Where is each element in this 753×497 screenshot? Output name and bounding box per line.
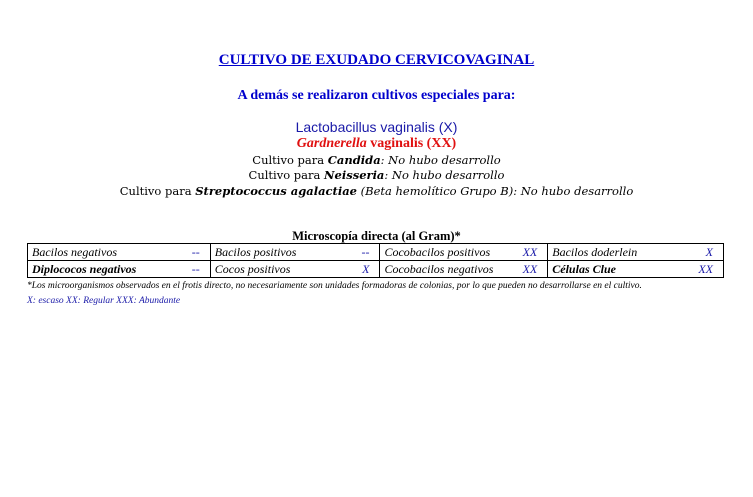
culture-prefix: Cultivo para xyxy=(252,153,328,167)
grade-legend: X: escaso XX: Regular XXX: Abundante xyxy=(27,296,181,306)
culture-organism: Neisseria xyxy=(324,168,385,182)
lactobacillus-result: Lactobacillus vaginalis (X) xyxy=(295,119,458,135)
gardnerella-result xyxy=(0,136,753,152)
culture-line-streptococcus xyxy=(0,184,753,198)
special-cultures-heading: A demás se realizaron cultivos especiales para: xyxy=(237,88,516,103)
culture-result: : No hubo desarrollo xyxy=(380,153,501,167)
culture-result: : No hubo desarrollo xyxy=(384,168,505,182)
gardnerella-genus: Gardnerella xyxy=(296,136,367,151)
table-cell: Diplococos negativos -- xyxy=(28,261,211,278)
table-cell: Cocobacilos negativos XX xyxy=(380,261,548,278)
culture-organism: Streptococcus agalactiae xyxy=(195,184,357,198)
culture-result: (Beta hemolítico Grupo B): No hubo desarrollo xyxy=(356,184,634,198)
culture-organism: Candida xyxy=(327,153,381,167)
table-cell: Células Clue XX xyxy=(548,261,724,278)
table-cell: Bacilos negativos -- xyxy=(28,244,211,261)
culture-line-neisseria xyxy=(0,168,753,182)
microscopy-table xyxy=(27,243,724,278)
culture-prefix: Cultivo para xyxy=(248,168,325,182)
culture-prefix: Cultivo para xyxy=(119,184,196,198)
table-cell: Bacilos positivos -- xyxy=(210,244,380,261)
table-row xyxy=(28,261,724,278)
report-title: CULTIVO DE EXUDADO CERVICOVAGINAL xyxy=(218,52,535,68)
gardnerella-species: vaginalis xyxy=(366,136,424,151)
table-cell: Cocobacilos positivos XX xyxy=(380,244,548,261)
table-cell: Bacilos doderlein X xyxy=(548,244,724,261)
culture-line-candida xyxy=(0,153,753,167)
microscopy-title: Microscopía directa (al Gram)* xyxy=(292,229,461,243)
table-cell: Cocos positivos X xyxy=(210,261,380,278)
table-row xyxy=(28,244,724,261)
gardnerella-grade: (XX) xyxy=(423,136,457,151)
footnote: *Los microorganismos observados en el frotis directo, no necesariamente son unidades formadoras de colonias, por lo que pueden no desarrollarse en el cultivo. xyxy=(27,281,642,291)
